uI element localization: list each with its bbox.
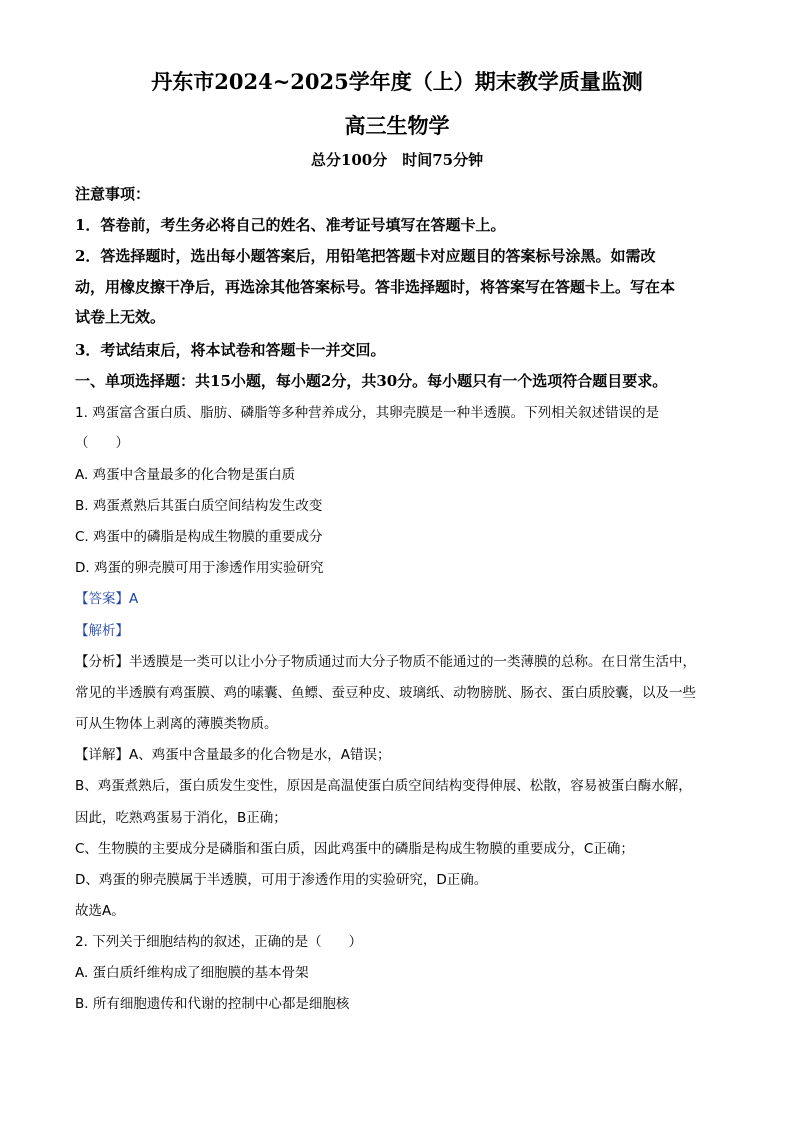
- score-time: 总分100分 时间75分钟: [310, 151, 484, 169]
- q1-detail-line-3: 因此，吃熟鸡蛋易于消化，B正确；: [75, 810, 287, 826]
- q1-conclusion: 故选A。: [75, 903, 125, 919]
- q1-option-a: A. 鸡蛋中含量最多的化合物是蛋白质: [75, 467, 296, 483]
- q1-option-c: C. 鸡蛋中的磷脂是构成生物膜的重要成分: [75, 529, 323, 545]
- q2-option-b: B. 所有细胞遗传和代谢的控制中心都是细胞核: [75, 996, 350, 1012]
- notes-heading: 注意事项：: [75, 185, 151, 203]
- q1-analysis-heading: 【解析】: [75, 623, 129, 639]
- q1-answer: 【答案】A: [75, 591, 139, 607]
- exam-title: 丹东市2024~2025学年度（上）期末教学质量监测: [151, 69, 643, 94]
- q1-stem-line-2: （ ）: [75, 435, 129, 451]
- q1-detail-line-2: B、鸡蛋煮熟后，蛋白质发生变性，原因是高温使蛋白质空间结构变得伸展、松散，容易被蛋白酶水解，: [75, 778, 692, 794]
- exam-subject: 高三生物学: [344, 113, 450, 138]
- q1-analysis-line-1: 【分析】半透膜是一类可以让小分子物质通过而大分子物质不能通过的一类薄膜的总称。在日常生活中，: [75, 654, 696, 670]
- note-item-1: 1．答卷前，考生务必将自己的姓名、准考证号填写在答题卡上。: [75, 216, 506, 234]
- q1-option-b: B. 鸡蛋煮熟后其蛋白质空间结构发生改变: [75, 498, 323, 514]
- q1-analysis-line-3: 可从生物体上剥离的薄膜类物质。: [75, 716, 278, 732]
- q1-option-d: D. 鸡蛋的卵壳膜可用于渗透作用实验研究: [75, 560, 324, 576]
- q1-detail-line-5: D、鸡蛋的卵壳膜属于半透膜，可用于渗透作用的实验研究，D正确。: [75, 872, 488, 888]
- q1-analysis-line-2: 常见的半透膜有鸡蛋膜、鸡的嗉囊、鱼鳔、蚕豆种皮、玻璃纸、动物膀胱、肠衣、蛋白质胶囊，以及一些: [75, 685, 696, 701]
- q2-option-a: A. 蛋白质纤维构成了细胞膜的基本骨架: [75, 965, 309, 981]
- note-item-3: 3．考试结束后，将本试卷和答题卡一并交回。: [75, 341, 386, 359]
- note-item-2-line-2: 动，用橡皮擦干净后，再选涂其他答案标号。答非选择题时，将答案写在答题卡上。写在本: [75, 278, 676, 296]
- section-heading: 一、单项选择题：共15小题，每小题2分，共30分。每小题只有一个选项符合题目要求。: [75, 372, 668, 390]
- note-item-2-line-1: 2．答选择题时，选出每小题答案后，用铅笔把答题卡对应题目的答案标号涂黑。如需改: [75, 247, 656, 265]
- q1-detail-line-1: 【详解】A、鸡蛋中含量最多的化合物是水，A错误；: [75, 747, 391, 763]
- q1-detail-line-4: C、生物膜的主要成分是磷脂和蛋白质，因此鸡蛋中的磷脂是构成生物膜的重要成分，C正确；: [75, 841, 634, 857]
- q1-stem-line-1: 1. 鸡蛋富含蛋白质、脂肪、磷脂等多种营养成分，其卵壳膜是一种半透膜。下列相关叙述错误的是: [75, 405, 660, 421]
- note-item-2-line-3: 试卷上无效。: [75, 308, 166, 326]
- q2-stem: 2. 下列关于细胞结构的叙述，正确的是（ ）: [75, 934, 363, 950]
